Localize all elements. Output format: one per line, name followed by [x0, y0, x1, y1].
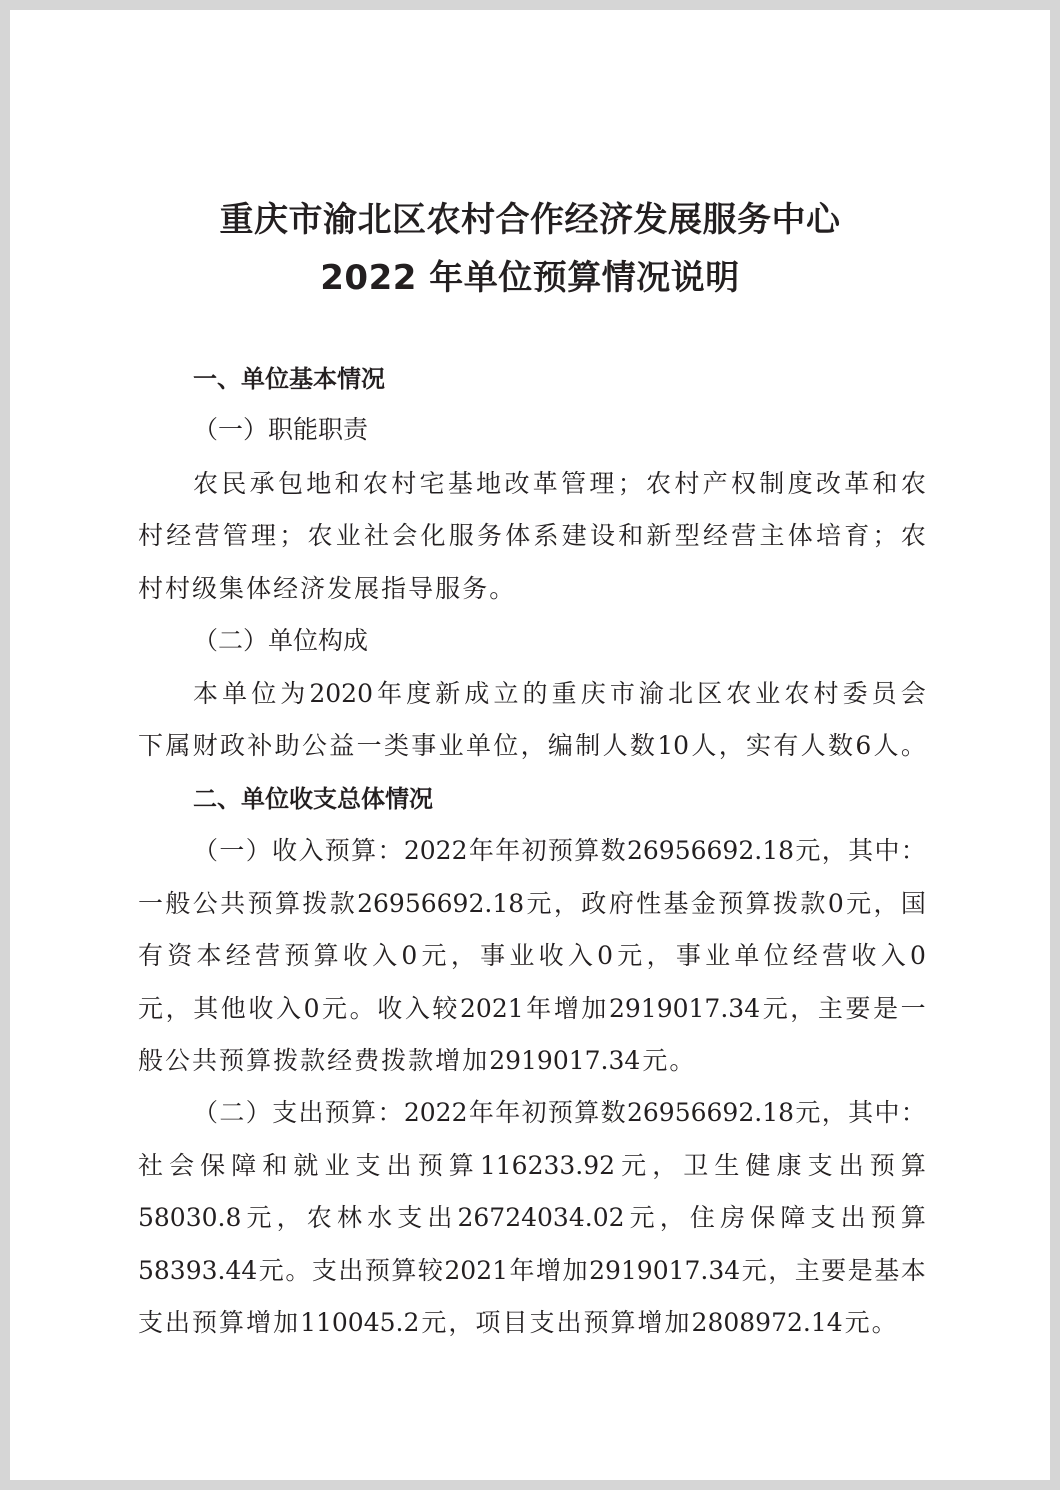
paragraph-line: 村 村 级 集 体 经 济 发 展 指 导 服 务 。: [138, 574, 515, 603]
paragraph-line: 般 公 共 预 算 拨 款 经 费 拨 款 增 加 2919017.34 元 。: [138, 1046, 695, 1075]
paragraph-line: （ 二 ） 支 出 预 算 ： 2022 年 年 初 预 算 数 26956692.18 元 ， 其 中 ：: [193, 1098, 926, 1127]
paragraph-line: 元 ， 其 他 收 入 0 元 。 收 入 较 2021 年 增 加 2919017.34 元 ， 主 要 是 一: [138, 994, 926, 1023]
paragraph-line: 一 般 公 共 预 算 拨 款 26956692.18 元 ， 政 府 性 基 金 预 算 拨 款 0 元 ， 国: [138, 889, 926, 918]
section-1-sub-1-label: （一）职能职责: [193, 415, 369, 444]
paragraph-line: 下 属 财 政 补 助 公 益 一 类 事 业 单 位 ， 编 制 人 数 10 人 ， 实 有 人 数 6 人 。: [138, 731, 926, 760]
paragraph-line: 村 经 营 管 理 ； 农 业 社 会 化 服 务 体 系 建 设 和 新 型 经 营 主 体 培 育 ； 农: [138, 521, 926, 550]
document-title-line-2: 2022 年单位预算情况说明: [320, 258, 740, 298]
section-1-heading: 一、单位基本情况: [193, 365, 385, 393]
paragraph-line: 农 民 承 包 地 和 农 村 宅 基 地 改 革 管 理 ； 农 村 产 权 制 度 改 革 和 农: [193, 469, 926, 498]
paragraph-line: 有 资 本 经 营 预 算 收 入 0 元 ， 事 业 收 入 0 元 ， 事 业 单 位 经 营 收 入 0: [138, 941, 926, 970]
paragraph-line: 58030.8 元 ， 农 林 水 支 出 26724034.02 元 ， 住 房 保 障 支 出 预 算: [138, 1203, 926, 1232]
document-title-line-1: 重庆市渝北区农村合作经济发展服务中心: [219, 200, 841, 240]
paragraph-line: 58393.44 元 。 支 出 预 算 较 2021 年 增 加 2919017.34 元 ， 主 要 是 基 本: [138, 1256, 926, 1285]
paragraph-line: 本 单 位 为 2020 年 度 新 成 立 的 重 庆 市 渝 北 区 农 业 农 村 委 员 会: [193, 679, 926, 708]
document-page: [10, 10, 1050, 1480]
section-2-heading: 二、单位收支总体情况: [193, 785, 433, 813]
paragraph-line: 支 出 预 算 增 加 110045.2 元 ， 项 目 支 出 预 算 增 加 2808972.14 元 。: [138, 1308, 897, 1337]
paragraph-line: 社 会 保 障 和 就 业 支 出 预 算 116233.92 元 ， 卫 生 健 康 支 出 预 算: [138, 1151, 926, 1180]
section-1-sub-2-label: （二）单位构成: [193, 626, 369, 655]
paragraph-line: （ 一 ） 收 入 预 算 ： 2022 年 年 初 预 算 数 26956692.18 元 ， 其 中 ：: [193, 836, 926, 865]
